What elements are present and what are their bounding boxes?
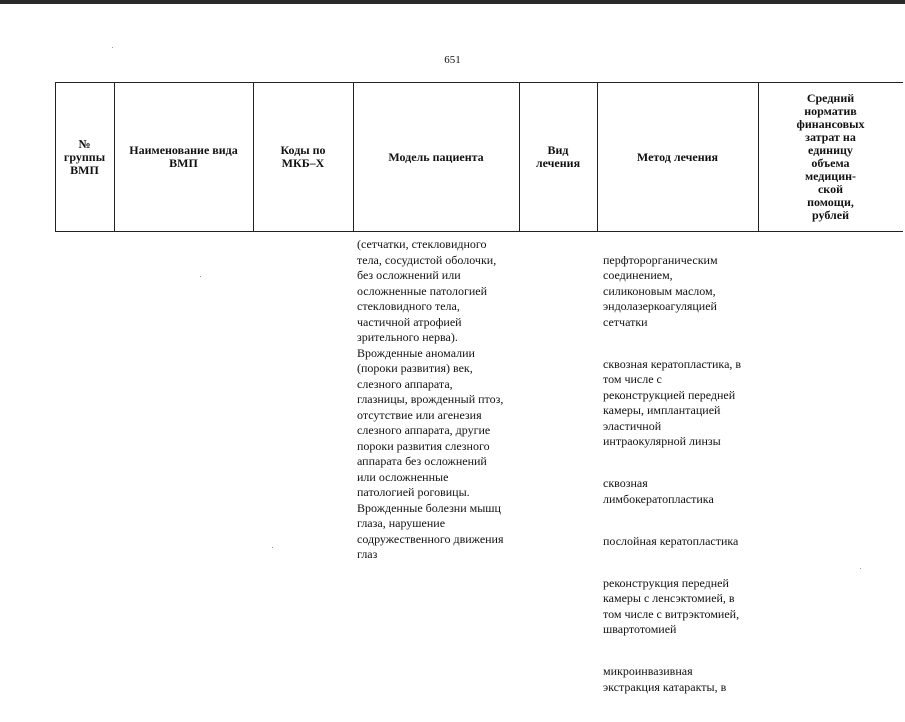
header-vmp-name: Наименование вида ВМП [129,143,238,170]
header-icd-codes: Коды по МКБ–Х [280,143,326,170]
patient-model-text: (сетчатки, стекловидного тела, сосудистой оболочки, без осложнений или осложненные патологией стекловидного тела, частичной атрофией зрительного нерва). Врожденные аномалии (пороки развития) век, слезного аппарата, глазницы, врожденный птоз, отсутствие или агенезия слезного аппарата, другие пороки развития слезного аппарата без осложнений или осложненные патологией роговицы. Врожденные болезни мышц глаза, нарушение содружественного движения глаз [357,237,504,561]
method-item: сквозная кератопластика, в том числе с реконструкцией передней камеры, имплантацией эластичной интраокулярной линзы [603,356,742,448]
method-item: реконструкция передней камеры с ленсэктомией, в том числе с витрэктомией, швартотомией [603,575,740,636]
header-average-cost: Средний норматив финансовых затрат на единицу объема медицин- ской помощи, рублей [796,91,865,222]
method-item: перфторорганическим соединением, силиконовым маслом, эндолазеркоагуляцией сетчатки [603,252,718,329]
header-group-number: № группы ВМП [63,136,106,177]
scan-speck [860,568,861,569]
scan-top-edge [0,0,905,4]
treatment-method-list [603,237,761,722]
method-item: послойная кератопластика [603,533,739,548]
method-item: микроинвазивная экстракция катаракты, в [603,664,727,694]
header-treatment-type: Вид лечения [535,143,581,170]
scan-speck [272,547,273,548]
header-patient-model: Модель пациента [388,149,484,164]
header-treatment-method: Метод лечения [636,149,719,164]
page-number: 651 [444,54,461,66]
scan-speck [200,276,201,277]
method-item: сквозная лимбокератопластика [603,476,714,506]
scan-speck [112,47,113,48]
